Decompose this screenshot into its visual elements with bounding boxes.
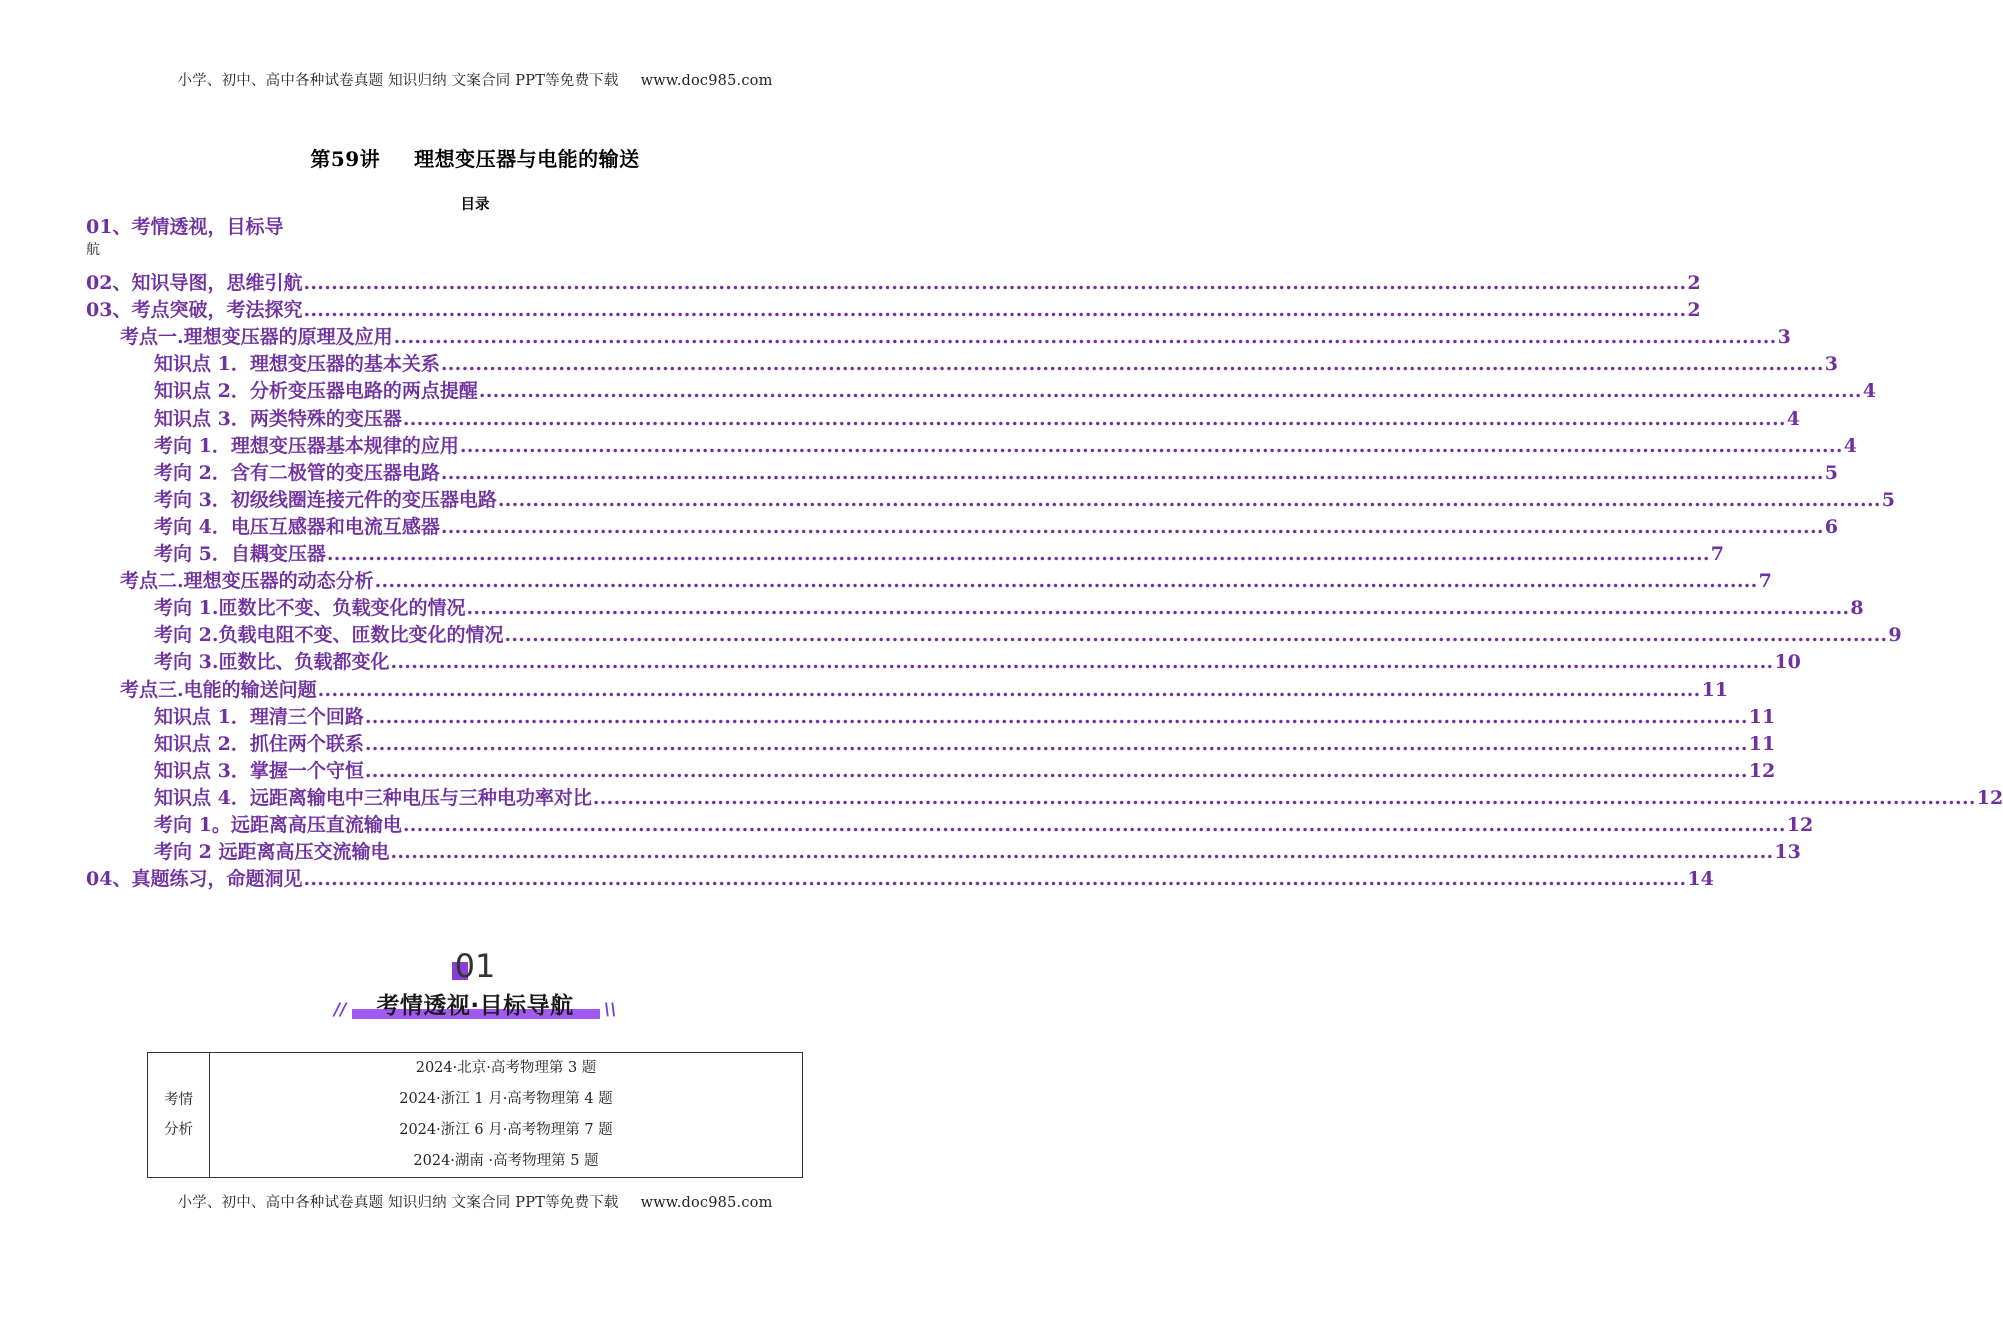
analysis-label-line2: 分析 (164, 1122, 193, 1138)
toc-entry-page: 6 (1824, 516, 1839, 538)
toc-entry-label: 知识点 3．两类特殊的变压器 (154, 408, 402, 430)
toc-entry-label: 考点三.电能的输送问题 (120, 679, 317, 701)
toc-entry-label: 知识点 4．远距离输电中三种电压与三种电功率对比 (154, 787, 592, 809)
toc-leader-dots: ........................................................................................................................................................................................................ (303, 272, 1687, 294)
toc-entry-page: 13 (1774, 841, 1801, 863)
toc-leader-dots: ........................................................................................................................................................................................................ (303, 299, 1687, 321)
toc-entry-first-wrap: 航 (86, 242, 100, 258)
toc-entry-label: 03、考点突破，考法探究 (86, 299, 303, 321)
banner-title: 考情透视·目标导航 (376, 993, 574, 1019)
toc-entry[interactable] (120, 568, 1772, 595)
toc-leader-dots: ........................................................................................................................................................................................................ (592, 787, 1976, 809)
toc-entry-label: 考向 3．初级线圈连接元件的变压器电路 (154, 489, 497, 511)
analysis-item: 2024·北京·高考物理第 3 题 (415, 1060, 597, 1076)
toc-entry-label: 知识点 1．理想变压器的基本关系 (154, 353, 440, 375)
toc-entry[interactable] (154, 595, 1864, 622)
toc-entry-page: 11 (1748, 706, 1776, 728)
toc-leader-dots: ........................................................................................................................................................................................................ (440, 462, 1824, 484)
analysis-label-cell (148, 1053, 210, 1178)
toc-entry-label: 考向 5．自耦变压器 (154, 543, 326, 565)
toc-leader-dots: ........................................................................................................................................................................................................ (326, 543, 1710, 565)
toc-entry-label: 考向 2 远距离高压交流输电 (154, 841, 390, 863)
toc-entry-label: 知识点 2．抓住两个联系 (154, 733, 364, 755)
toc-entry-page: 7 (1710, 543, 1725, 565)
toc-leader-dots: ........................................................................................................................................................................................................ (440, 353, 1824, 375)
header-text: 小学、初中、高中各种试卷真题 知识归纳 文案合同 PPT等免费下载 (177, 73, 619, 89)
toc-leader-dots: ........................................................................................................................................................................................................ (466, 597, 1850, 619)
toc-entry-page: 3 (1777, 326, 1791, 348)
toc-entry[interactable] (86, 866, 1714, 893)
toc-entry-page: 11 (1748, 733, 1776, 755)
toc-entry-page: 4 (1843, 435, 1858, 457)
toc-entry[interactable] (154, 622, 1902, 649)
toc-entry-label: 考向 1。远距离高压直流输电 (154, 814, 402, 836)
toc-entry[interactable] (154, 406, 1801, 433)
toc-entry-first[interactable]: 01、考情透视，目标导 (86, 216, 284, 238)
toc-entry[interactable] (120, 324, 1791, 351)
toc-entry-label: 04、真题练习，命题洞见 (86, 868, 303, 890)
analysis-item: 2024·浙江 1 月·高考物理第 4 题 (399, 1091, 613, 1107)
analysis-label-line1: 考情 (164, 1092, 193, 1108)
toc-entry-page: 9 (1888, 624, 1902, 646)
toc-entry-page: 5 (1881, 489, 1896, 511)
footer-text: 小学、初中、高中各种试卷真题 知识归纳 文案合同 PPT等免费下载 (177, 1195, 619, 1211)
toc-entry-page: 4 (1862, 380, 1877, 402)
toc-entry[interactable] (154, 378, 1877, 405)
banner-deco-right: \\ (604, 1000, 617, 1020)
toc-leader-dots: ........................................................................................................................................................................................................ (374, 570, 1758, 592)
toc-leader-dots: ........................................................................................................................................................................................................ (504, 624, 1888, 646)
toc-entry-label: 考点一.理想变压器的原理及应用 (120, 326, 393, 348)
toc-entry[interactable] (154, 731, 1776, 758)
toc-entry[interactable] (86, 270, 1701, 297)
toc-leader-dots: ........................................................................................................................................................................................................ (364, 733, 1748, 755)
toc-leader-dots: ........................................................................................................................................................................................................ (317, 679, 1701, 701)
toc-entry-page: 2 (1687, 272, 1701, 294)
toc-entry-label: 考向 2.负载电阻不变、匝数比变化的情况 (154, 624, 504, 646)
banner-deco-left: // (334, 1000, 347, 1020)
analysis-items-cell (210, 1053, 803, 1178)
toc-entry-label: 知识点 1．理清三个回路 (154, 706, 364, 728)
toc-leader-dots: ........................................................................................................................................................................................................ (402, 408, 1786, 430)
lecture-topic: 理想变压器与电能的输送 (414, 147, 640, 171)
toc-leader-dots: ........................................................................................................................................................................................................ (390, 841, 1774, 863)
page-header (0, 69, 950, 90)
toc-entry-label: 知识点 3．掌握一个守恒 (154, 760, 364, 782)
toc-leader-dots: ........................................................................................................................................................................................................ (364, 706, 1748, 728)
toc-leader-dots: ........................................................................................................................................................................................................ (364, 760, 1748, 782)
toc-leader-dots: ........................................................................................................................................................................................................ (402, 814, 1786, 836)
toc-entry[interactable] (154, 758, 1776, 785)
toc-entry-label: 02、知识导图，思维引航 (86, 272, 303, 294)
toc-entry-page: 5 (1824, 462, 1839, 484)
toc-entry-label: 考向 2．含有二极管的变压器电路 (154, 462, 440, 484)
lecture-title (0, 143, 950, 172)
toc-entry-label: 知识点 2．分析变压器电路的两点提醒 (154, 380, 478, 402)
toc-heading: 目录 (460, 196, 490, 213)
toc-entry[interactable] (120, 677, 1729, 704)
toc-entry[interactable] (154, 704, 1776, 731)
toc-entry[interactable] (86, 297, 1701, 324)
toc-entry-page: 4 (1786, 408, 1801, 430)
toc-entry-label: 考点二.理想变压器的动态分析 (120, 570, 374, 592)
toc-leader-dots: ........................................................................................................................................................................................................ (497, 489, 1881, 511)
footer-site-link[interactable]: www.doc985.com (640, 1195, 773, 1211)
analysis-item: 2024·湖南 ·高考物理第 5 题 (413, 1153, 599, 1169)
toc-entry[interactable] (154, 541, 1725, 568)
toc-entry-page: 8 (1850, 597, 1864, 619)
toc-entry-page: 3 (1824, 353, 1839, 375)
toc-leader-dots: ........................................................................................................................................................................................................ (440, 516, 1824, 538)
banner-number: 01 (454, 947, 496, 985)
toc-entry-label: 考向 1．理想变压器基本规律的应用 (154, 435, 459, 457)
toc-leader-dots: ........................................................................................................................................................................................................ (393, 326, 1777, 348)
header-site-link[interactable]: www.doc985.com (640, 73, 773, 89)
toc-entry-page: 10 (1774, 651, 1801, 673)
toc-entry[interactable] (154, 649, 1801, 676)
toc-entry[interactable] (154, 351, 1839, 378)
page-footer (0, 1191, 950, 1212)
toc-leader-dots: ........................................................................................................................................................................................................ (459, 435, 1843, 457)
toc-entry-page: 12 (1786, 814, 1814, 836)
toc-entry-page: 7 (1758, 570, 1772, 592)
toc-entry-label: 考向 3.匝数比、负载都变化 (154, 651, 390, 673)
toc-entry[interactable] (154, 812, 1814, 839)
toc-leader-dots: ........................................................................................................................................................................................................ (303, 868, 1687, 890)
toc-entry-page: 12 (1976, 787, 2003, 809)
toc-entry[interactable] (154, 433, 1858, 460)
exam-analysis-table (147, 1052, 803, 1178)
toc-entry[interactable] (154, 785, 2003, 812)
toc-entry-label: 考向 1.匝数比不变、负载变化的情况 (154, 597, 466, 619)
toc-entry-label: 考向 4．电压互感器和电流互感器 (154, 516, 440, 538)
toc-entry-page: 11 (1701, 679, 1729, 701)
section-banner (330, 946, 620, 1026)
toc-entry[interactable] (154, 514, 1839, 541)
toc-leader-dots: ........................................................................................................................................................................................................ (390, 651, 1774, 673)
toc-entry-page: 14 (1687, 868, 1714, 890)
toc-entry[interactable] (154, 487, 1896, 514)
toc-entry[interactable] (154, 460, 1839, 487)
toc-entry[interactable] (154, 839, 1801, 866)
toc-entry-page: 12 (1748, 760, 1776, 782)
analysis-item: 2024·浙江 6 月·高考物理第 7 题 (399, 1122, 613, 1138)
toc-entry-page: 2 (1687, 299, 1701, 321)
toc-leader-dots: ........................................................................................................................................................................................................ (478, 380, 1862, 402)
lecture-number: 第59讲 (310, 147, 381, 171)
